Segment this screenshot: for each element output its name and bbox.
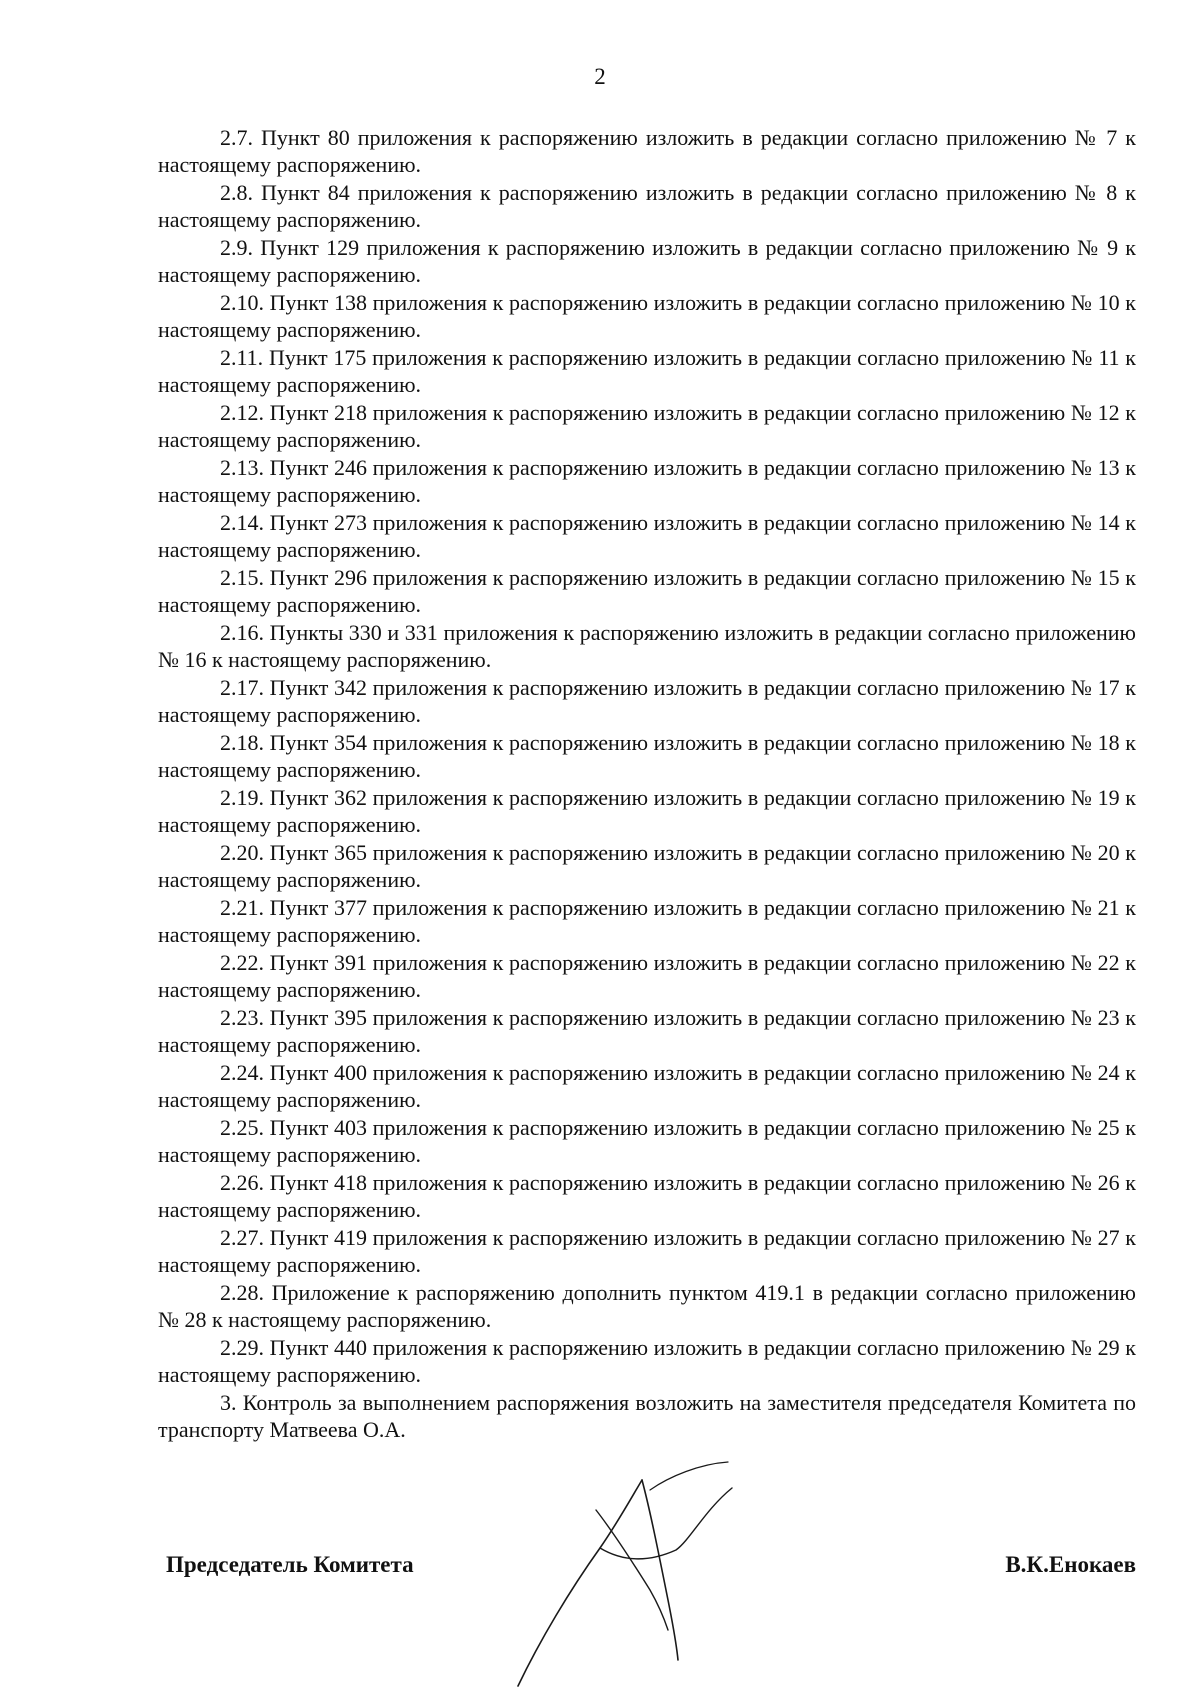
paragraph-2-13: 2.13. Пункт 246 приложения к распоряжению изложить в редакции согласно приложению № 13 к настоящему распоряжению. <box>158 455 1136 507</box>
signature-block <box>166 1552 1136 1592</box>
paragraph-2-27: 2.27. Пункт 419 приложения к распоряжению изложить в редакции согласно приложению № 27 к настоящему распоряжению. <box>158 1225 1136 1277</box>
paragraph-2-25: 2.25. Пункт 403 приложения к распоряжению изложить в редакции согласно приложению № 25 к настоящему распоряжению. <box>158 1115 1136 1167</box>
paragraph-2-10: 2.10. Пункт 138 приложения к распоряжению изложить в редакции согласно приложению № 10 к настоящему распоряжению. <box>158 290 1136 342</box>
paragraph-2-8: 2.8. Пункт 84 приложения к распоряжению изложить в редакции согласно приложению № 8 к настоящему распоряжению. <box>158 180 1136 232</box>
paragraph-2-12: 2.12. Пункт 218 приложения к распоряжению изложить в редакции согласно приложению № 12 к настоящему распоряжению. <box>158 400 1136 452</box>
paragraph-2-28: 2.28. Приложение к распоряжению дополнить пунктом 419.1 в редакции согласно приложению № 28 к настоящему распоряжению. <box>158 1280 1136 1332</box>
paragraph-2-9: 2.9. Пункт 129 приложения к распоряжению изложить в редакции согласно приложению № 9 к настоящему распоряжению. <box>158 235 1136 287</box>
paragraph-2-22: 2.22. Пункт 391 приложения к распоряжению изложить в редакции согласно приложению № 22 к настоящему распоряжению. <box>158 950 1136 1002</box>
paragraph-2-15: 2.15. Пункт 296 приложения к распоряжению изложить в редакции согласно приложению № 15 к настоящему распоряжению. <box>158 565 1136 617</box>
signatory-title: Председатель Комитета <box>166 1552 414 1577</box>
paragraph-2-14: 2.14. Пункт 273 приложения к распоряжению изложить в редакции согласно приложению № 14 к настоящему распоряжению. <box>158 510 1136 562</box>
paragraph-2-11: 2.11. Пункт 175 приложения к распоряжению изложить в редакции согласно приложению № 11 к настоящему распоряжению. <box>158 345 1136 397</box>
paragraph-2-17: 2.17. Пункт 342 приложения к распоряжению изложить в редакции согласно приложению № 17 к настоящему распоряжению. <box>158 675 1136 727</box>
page-number: 2 <box>594 64 606 89</box>
paragraph-2-24: 2.24. Пункт 400 приложения к распоряжению изложить в редакции согласно приложению № 24 к настоящему распоряжению. <box>158 1060 1136 1112</box>
paragraph-2-26: 2.26. Пункт 418 приложения к распоряжению изложить в редакции согласно приложению № 26 к настоящему распоряжению. <box>158 1170 1136 1222</box>
paragraph-2-20: 2.20. Пункт 365 приложения к распоряжению изложить в редакции согласно приложению № 20 к настоящему распоряжению. <box>158 840 1136 892</box>
paragraph-2-23: 2.23. Пункт 395 приложения к распоряжению изложить в редакции согласно приложению № 23 к настоящему распоряжению. <box>158 1005 1136 1057</box>
paragraph-2-21: 2.21. Пункт 377 приложения к распоряжению изложить в редакции согласно приложению № 21 к настоящему распоряжению. <box>158 895 1136 947</box>
paragraph-2-29: 2.29. Пункт 440 приложения к распоряжению изложить в редакции согласно приложению № 29 к настоящему распоряжению. <box>158 1335 1136 1387</box>
paragraph-2-18: 2.18. Пункт 354 приложения к распоряжению изложить в редакции согласно приложению № 18 к настоящему распоряжению. <box>158 730 1136 782</box>
paragraph-2-19: 2.19. Пункт 362 приложения к распоряжению изложить в редакции согласно приложению № 19 к настоящему распоряжению. <box>158 785 1136 837</box>
paragraph-3: 3. Контроль за выполнением распоряжения возложить на заместителя председателя Комитета по транспорту Матвеева О.А. <box>158 1390 1136 1442</box>
paragraph-2-16: 2.16. Пункты 330 и 331 приложения к распоряжению изложить в редакции согласно приложению № 16 к настоящему распоряжению. <box>158 620 1136 672</box>
paragraph-2-7: 2.7. Пункт 80 приложения к распоряжению изложить в редакции согласно приложению № 7 к настоящему распоряжению. <box>158 125 1136 177</box>
signatory-name: В.К.Енокаев <box>1005 1552 1136 1577</box>
document-body <box>158 124 1136 1444</box>
